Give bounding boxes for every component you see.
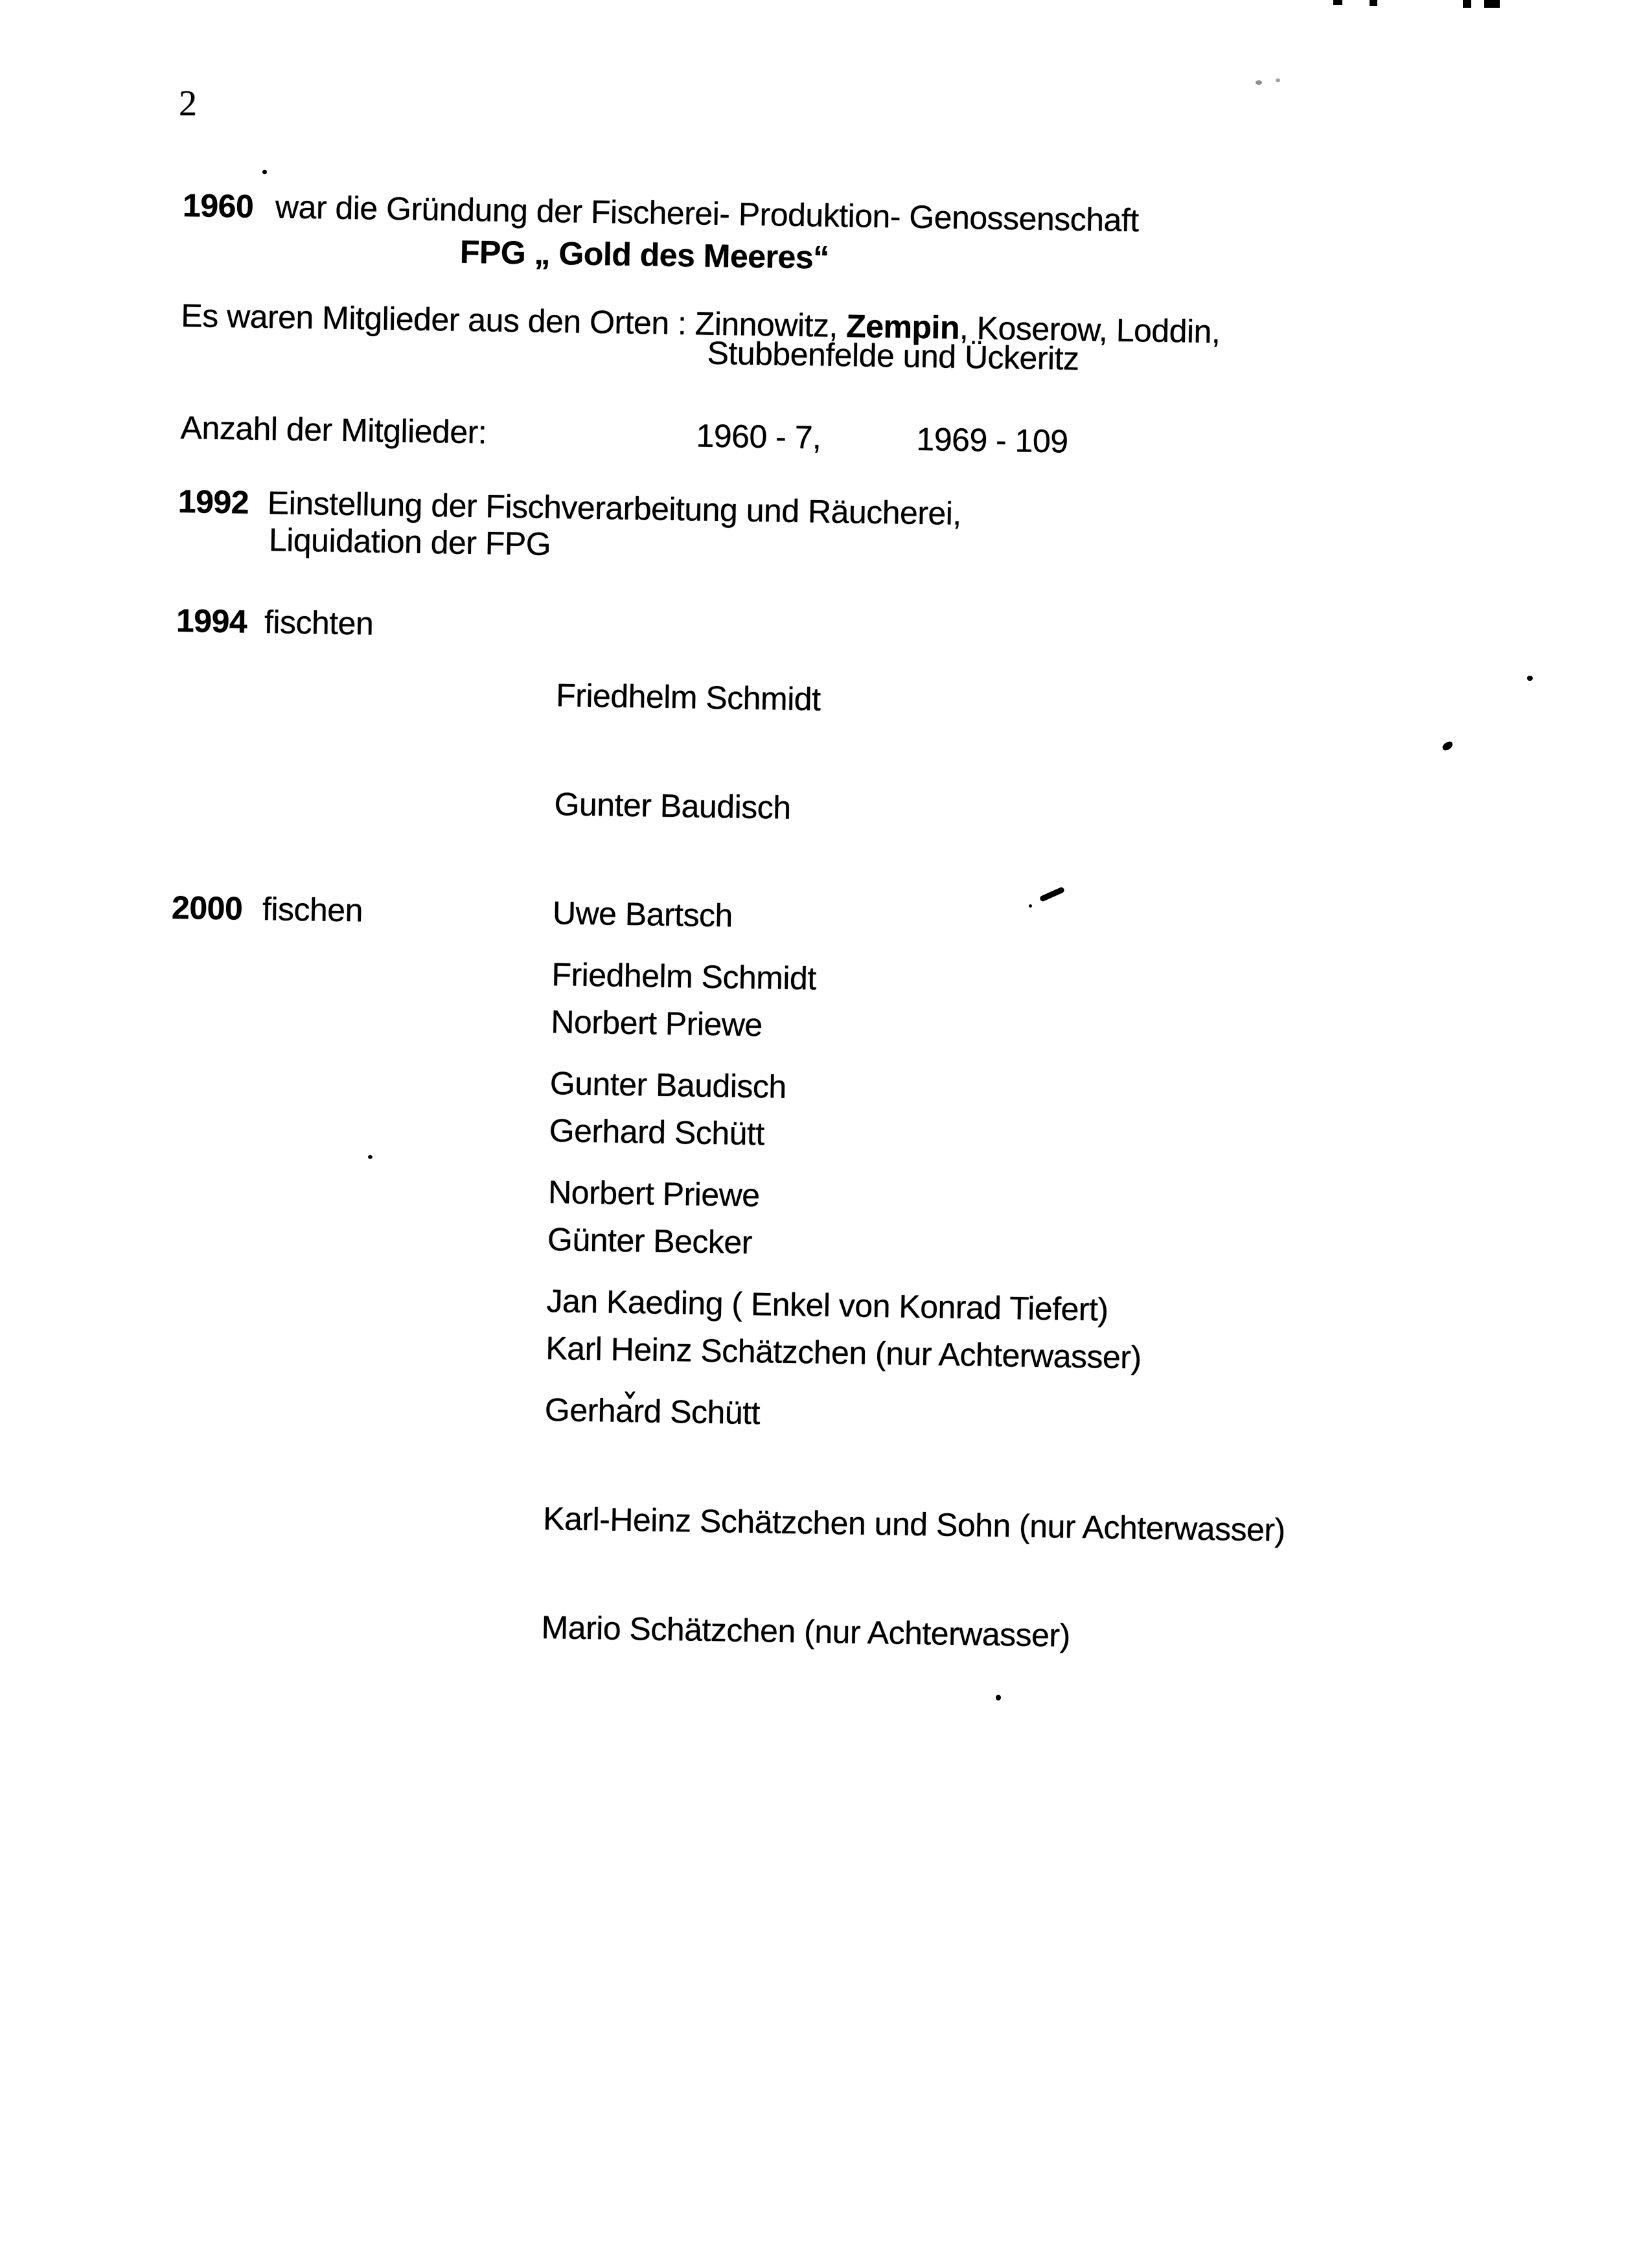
scan-speck bbox=[1333, 0, 1342, 5]
event-1992-line2: Liquidation der FPG bbox=[268, 521, 551, 562]
fisher-name: Gunter Baudisch bbox=[549, 1065, 787, 1105]
scan-speck bbox=[368, 1155, 373, 1159]
scan-speck bbox=[1029, 904, 1032, 908]
fisher-name: Gerhard Schütt bbox=[544, 1392, 761, 1432]
fisher-name: Günter Becker bbox=[547, 1221, 753, 1261]
fisher-name: Gunter Baudisch bbox=[554, 786, 791, 826]
fishers-2000-year: 2000 bbox=[171, 889, 243, 927]
fishers-2000-name-list bbox=[540, 884, 1295, 1730]
members-origin-line2: Stubbenfelde und Ückeritz bbox=[707, 334, 1079, 377]
members-origin-suffix: , Koserow, Loddin, bbox=[959, 309, 1221, 350]
fpg-title: FPG „ Gold des Meeres“ bbox=[459, 233, 830, 276]
scan-speck bbox=[1370, 0, 1377, 6]
fishers-1994-year: 1994 bbox=[176, 602, 247, 640]
fisher-name: Karl Heinz Schätzchen (nur Achterwasser) bbox=[545, 1330, 1142, 1376]
page-number: 2 bbox=[179, 84, 197, 124]
members-origin-bold-place: Zempin bbox=[845, 308, 960, 346]
members-origin-prefix: Es waren Mitglieder aus den Orten : Zinnowitz, bbox=[180, 297, 847, 345]
scan-speck bbox=[1463, 0, 1471, 8]
fisher-name: Mario Schätzchen (nur Achterwasser) bbox=[541, 1609, 1071, 1654]
fisher-name: Norbert Priewe bbox=[550, 1003, 763, 1044]
scan-speck bbox=[1527, 676, 1533, 681]
event-1992-line1: Einstellung der Fischverarbeitung und Räucherei, bbox=[267, 485, 962, 532]
fishers-1994-label: fischten bbox=[264, 604, 374, 642]
event-1992-year: 1992 bbox=[178, 483, 249, 521]
fisher-name: Karl-Heinz Schätzchen und Sohn (nur Achterwasser) bbox=[542, 1500, 1286, 1548]
founding-1960-year: 1960 bbox=[182, 187, 254, 225]
scan-speck bbox=[996, 1695, 1001, 1701]
fisher-name: Friedhelm Schmidt bbox=[551, 956, 817, 997]
fisher-name: Gerhard Schütt bbox=[549, 1112, 765, 1152]
scan-speck bbox=[262, 170, 267, 174]
fishers-2000-label: fischen bbox=[262, 891, 363, 929]
member-count-1969: 1969 - 109 bbox=[916, 420, 1069, 460]
fisher-name: Norbert Priewe bbox=[547, 1174, 761, 1214]
member-count-label: Anzahl der Mitglieder: bbox=[180, 409, 487, 451]
scan-speck bbox=[1276, 78, 1280, 82]
fisher-name: Jan Kaeding ( Enkel von Konrad Tiefert) bbox=[546, 1283, 1109, 1328]
member-count-1960: 1960 - 7, bbox=[696, 417, 821, 456]
fisher-name: Friedhelm Schmidt bbox=[555, 677, 821, 718]
scan-speck bbox=[1256, 80, 1262, 85]
fisher-name: Uwe Bartsch bbox=[552, 895, 733, 934]
scan-speck bbox=[1484, 0, 1500, 8]
founding-1960-text: war die Gründung der Fischerei- Produktion- Genossenschaft bbox=[275, 189, 1140, 239]
